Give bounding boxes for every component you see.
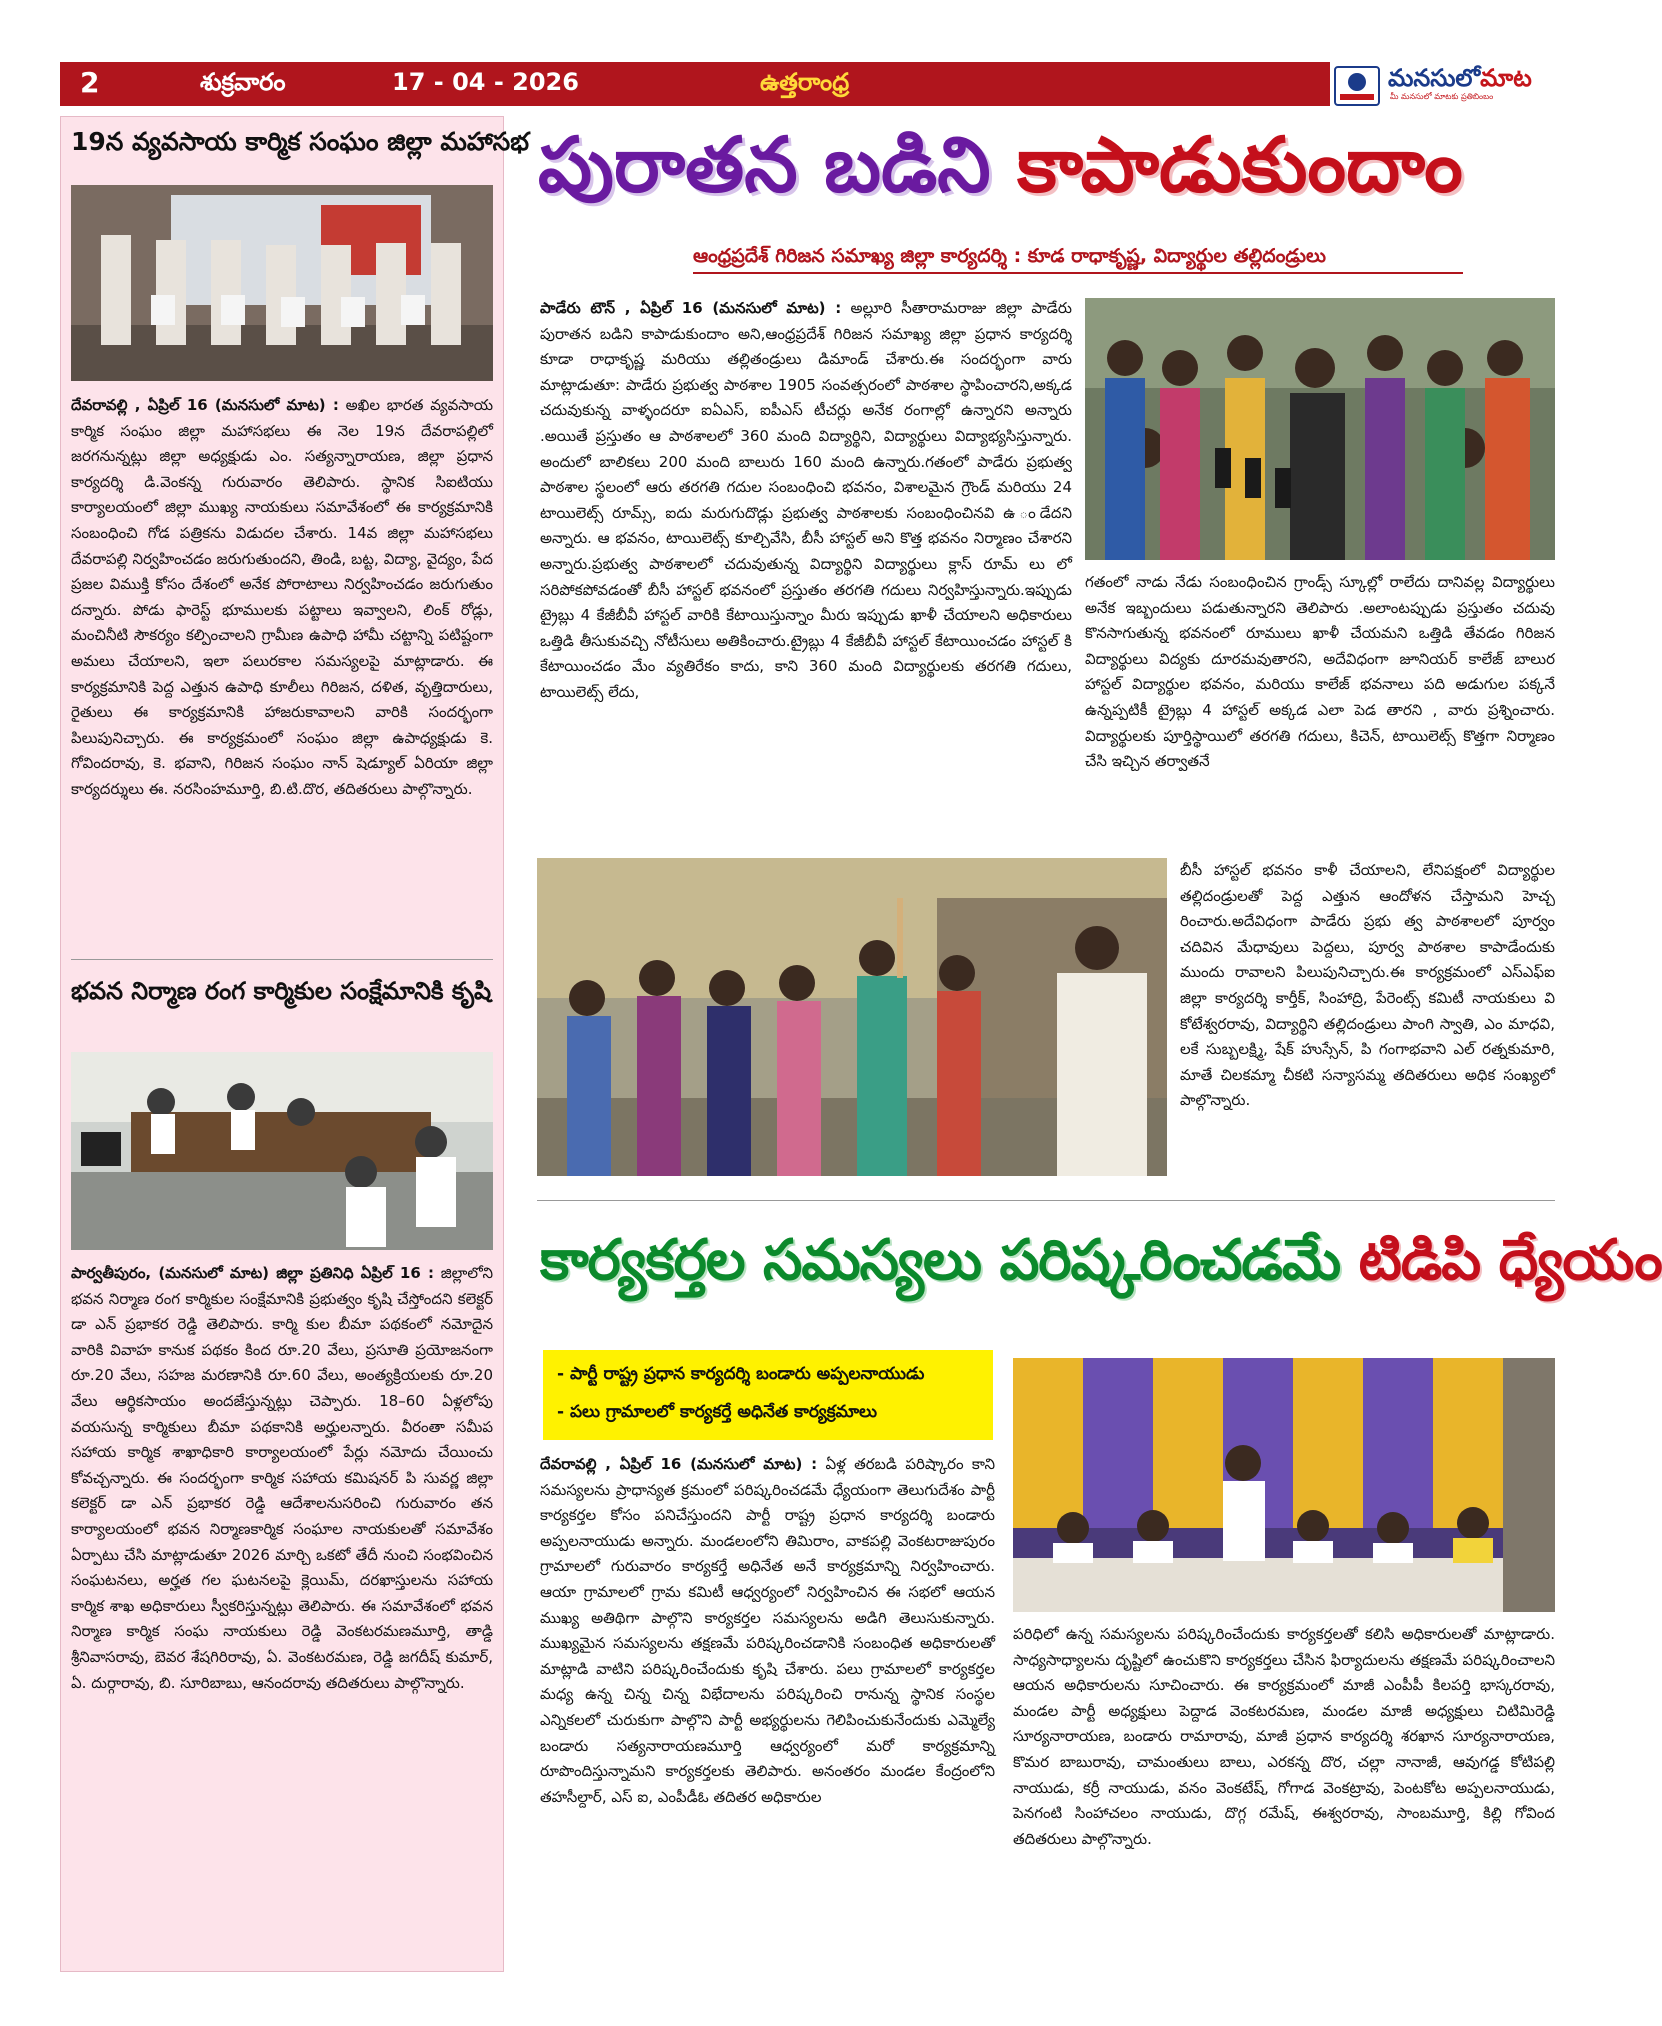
- header-date: 17 - 04 - 2026: [392, 68, 579, 96]
- story1-body-col1: పాడేరు టౌన్ , ఏప్రిల్ 16 (మనసులో మాట) : అల్లూరి సీతారామరాజు జిల్లా పాడేరు పురాతన బడిని కాపాడుకుందాం అని,ఆంధ్రప్రదేశ్ గిరిజన సమాఖ్య జిల్లా ప్రధాన కార్యదర్శి కూడా రాధాకృష్ణ మరియు తల్లితండ్రులు డిమాండ్ చేశారు.ఈ సందర్భంగా వారు మాట్లాడుతూ: పాడేరు ప్రభుత్వ పాఠశాల 1905 సంవత్సరంలో పాఠశాల స్థాపించారని,అక్కడ చదువుకున్న వాళ్ళందరూ ఐఏఎస్, ఐపీఎస్ టీచర్లు అనేక రంగాల్లో ఉన్నారని అన్నారు .అయితే ప్రస్తుతం ఆ పాఠశాలలో 360 మంది విద్యార్థిని, విద్యార్థులు విద్యాభ్యసిస్తున్నారు. అందులో బాలికలు 200 మంది బాలురు 160 మంది ఉన్నారు.గతంలో పాడేరు ప్రభుత్వ పాఠశాల స్థలంలో ఆరు తరగతి గదుల సంబంధించి భవనం, విశాలమైన గ్రౌండ్ మరియు 24 టాయిలెట్స్ రూమ్స్, ఐదు మరుగుదొడ్లు ప్రభుత్వ పాఠశాలకు సంబంధించినవి ఉ ండేదని అన్నారు. ఆ భవనం, టాయిలెట్స్ కూల్చివేసి, బీసీ హాస్టల్ అని కొత్త భవనం నిర్మాణం చేశారని అన్నారు.ప్రభుత్వ పాఠశాలలో చదువుతున్న విద్యార్థిని విద్యార్థులు క్లాస్ రూమ్ లు లో సరిపోకపోవడంతో బీసీ హాస్టల్ భవనంలో ప్రస్తుతం తరగతి గదులు నిర్వహిస్తున్నారు.ఇప్పుడు ట్రైబ్లు 4 కేజీబీవీ హాస్టల్ వారికి కేటాయిస్తున్నాం మీరు ఇప్పుడు ఖాళీ చేయాలని అధికారులు ఒత్తిడి తీసుకువచ్చి నోటీసులు అతికించారు.ట్రైబ్లు 4 కేజీబీవీ హాస్టల్ కేటాయించడం హాస్టల్ కి కేటాయించడం మేం వ్యతిరేకం కాదు, కాని 360 మంది విద్యార్థులకు తరగతి గదులు, టాయిలెట్స్ లేదు,: [540, 299, 1072, 701]
- story1-headline: పురాతన బడిని కాపాడుకుందాం: [538, 120, 1463, 209]
- divider: [71, 959, 493, 960]
- story2-body-col1: దేవరావల్లి , ఏప్రిల్ 16 (మనసులో మాట) : ఏళ్ల తరబడి పరిష్కారం కాని సమస్యలను ప్రాధాన్యత క్రమంలో పరిష్కరించడమే ధ్యేయంగా తెలుగుదేశం పార్టీ కార్యకర్తల కోసం పనిచేస్తుందని పార్టీ రాష్ట్ర ప్రధాన కార్యదర్శి బండారు అప్పలనాయుడు అన్నారు. మండలంలోని తిమిరాం, వాకపల్లి వెంకటరాజుపురం గ్రామాలలో గురువారం కార్యకర్తే అధినేత అనే కార్యక్రమాన్ని నిర్వహించారు. ఆయా గ్రామాలలో గ్రామ కమిటీ ఆధ్వర్యంలో నిర్వహించిన ఈ సభలో ఆయన ముఖ్య అతిథిగా పాల్గొని కార్యకర్తల సమస్యలను అడిగి తెలుసుకున్నారు. ముఖ్యమైన సమస్యలను తక్షణమే పరిష్కరించడానికి సంబంధిత అధికారులతో మాట్లాడి వాటిని పరిష్కరించేందుకు కృషి చేశారు. పలు గ్రామాలలో కార్యకర్తల మధ్య ఉన్న చిన్న చిన్న విభేదాలను పరిష్కరించి రానున్న స్థానిక సంస్థల ఎన్నికలలో చురుకుగా పాల్గొని పార్టీ అభ్యర్థులను గెలిపించుకునేందుకు ఎమ్మెల్యే బండారు సత్యనారాయణమూర్తి ఆధ్వర్యంలో మరో కార్యక్రమాన్ని రూపొందిస్తున్నామని కార్యకర్తలకు తెలిపారు. అనంతరం మండల కేంద్రంలోని తహసీల్దార్, ఎస్ ఐ, ఎంపీడీఓ తదితర అధికారుల: [540, 1455, 996, 1806]
- logo-title: మనసులోమాట: [1388, 64, 1532, 92]
- story2-bullet: - పలు గ్రామాలలో కార్యకర్తే అధినేత కార్యక్రమాలు: [557, 1402, 877, 1422]
- masthead-bar: [60, 62, 1555, 106]
- left-story1-photo: [71, 185, 493, 381]
- left-story1-headline: 19న వ్యవసాయ కార్మిక సంఘం జిల్లా మహాసభ: [71, 127, 529, 156]
- header-day: శుక్రవారం: [200, 68, 286, 96]
- story2-highlight-box: [543, 1350, 993, 1440]
- newspaper-logo: [1330, 62, 1555, 106]
- story1-body-col2a: గతంలో నాడు నేడు సంబంధించిన గ్రాండ్స్ స్కూల్లో రాలేదు దానివల్ల విద్యార్థులు అనేక ఇబ్బందులు పడుతున్నారని తెలిపారు .అలాంటప్పుడు ప్రస్తుతం చదువు కొనసాగుతున్న భవనంలో రూములు ఖాళీ చేయమని ఒత్తిడి తేవడం గిరిజన విద్యార్థులు విద్యకు దూరమవుతారని, అదేవిధంగా జూనియర్ కాలేజ్ బాలుర హాస్టల్ విద్యార్థుల భవనం, మరియు కాలేజ్ భవనాలు పది అడుగుల పక్కనే ఉన్నప్పటికీ ట్రైబ్లు 4 హాస్టల్ అక్కడ ఎలా పెడ తారని , వారు ప్రశ్నించారు. విద్యార్థులకు పూర్తిస్థాయిలో తరగతి గదులు, కిచెన్, టాయిలెట్స్ కొత్తగా నిర్మాణం చేసి ఇచ్చిన తర్వాతనే: [1085, 573, 1555, 771]
- page-number: 2: [80, 66, 100, 99]
- header-edition: ఉత్తరాంధ్ర: [760, 68, 850, 96]
- left-column: [60, 116, 529, 1972]
- story1-subhead: ఆంధ్రప్రదేశ్ గిరిజన సమాఖ్య జిల్లా కార్యదర్శి : కూడ రాధాకృష్ణ, విద్యార్థుల తల్లిదండ్రులు: [693, 245, 1327, 267]
- story1-photo-protest: [1085, 298, 1555, 560]
- story1-body-col2b: బీసీ హాస్టల్ భవనం కాళీ చేయాలని, లేనిపక్షంలో విద్యార్థుల తల్లిదండ్రులతో పెద్ద ఎత్తున ఆందోళన చేస్తామని హెచ్చ రించారు.అదేవిధంగా పాడేరు ప్రభు త్వ పాఠశాలలో పూర్వం చదివిన మేధావులు పెద్దలు, పూర్వ పాఠశాల కాపాడేందుకు ముందు రావాలని పిలుపునిచ్చారు.ఈ కార్యక్రమంలో ఎస్ఎఫ్ఐ జిల్లా కార్యదర్శి కార్తీక్, సింహాద్రి, పేరెంట్స్ కమిటీ నాయకులు వి కోటేశ్వరరావు, విద్యార్థిని తల్లిదండ్రులు పాంగి స్వాతి, ఎం మాధవి, లకే సుబ్బలక్ష్మి, షేక్ హుస్సేన్, పి గంగాభవాని ఎల్ రత్నకుమారి, మాతే చిలకమ్మా చీకటి సన్యాసమ్మ తదితరులు అధిక సంఖ్యలో పాల్గొన్నారు.: [1180, 861, 1555, 1110]
- subhead-underline: [693, 272, 1463, 274]
- story1-photo-building: [537, 858, 1167, 1176]
- story2-body-col2: పరిధిలో ఉన్న సమస్యలను పరిష్కరించేందుకు కార్యకర్తలతో కలిసి అధికారులతో మాట్లాడారు. సాధ్యసాధ్యాలను దృష్టిలో ఉంచుకొని కార్యకర్తలు చేసిన ఫిర్యాదులను తక్షణమే పరిష్కరించాలని ఆయన అధికారులను సూచించారు. ఈ కార్యక్రమంలో మాజీ ఎంపీపీ కిలపర్తి భాస్కరరావు, మండల పార్టీ అధ్యక్షులు పెద్దాడ వెంకటరమణ, మండల మాజీ అధ్యక్షులు చిటిమిరెడ్డి సూర్యనారాయణ, బండారు రామారావు, మాజీ ప్రధాన కార్యదర్శి శరఖాన సూర్యనారాయణ, కొమర బాబురావు, చామంతులు బాలు, ఎరకన్న దొర, చల్లా నానాజీ, ఆవుగడ్డ కోటిపల్లి నాయుడు, కర్రీ నాయుడు, వనం వెంకటేష్, గోగాడ వెంకట్రావు, పెంటకోట అప్పలనాయుడు, పెనగంటి సింహాచలం నాయుడు, దొగ్గ రమేష్, ఈశ్వరరావు, సాంబమూర్తి, కిల్లి గోవింద తదితరులు పాల్గొన్నారు.: [1013, 1625, 1555, 1848]
- left-story2-body: పార్వతీపురం, (మనసులో మాట) జిల్లా ప్రతినిధి ఏప్రిల్ 16 : జిల్లాలోని భవన నిర్మాణ రంగ కార్మికుల సంక్షేమానికి ప్రభుత్వం కృషి చేస్తోందని కలెక్టర్ డా ఎన్ ప్రభాకర రెడ్డి తెలిపారు. కార్మి కుల బీమా పథకంలో నమోదైన వారికి వివాహ కానుక పథకం కింద రూ.20 వేలు, ప్రసూతి ప్రయోజనంగా రూ.20 వేలు, సహజ మరణానికి రూ.60 వేలు, అంత్యక్రియలకు రూ.20 వేలు ఆర్థికసాయం అందజేస్తున్నట్లు చెప్పారు. 18–60 ఏళ్లలోపు వయసున్న కార్మికులు బీమా పథకానికి అర్హులన్నారు. వీరంతా సమీప సహాయ కార్మిక శాఖాధికారి కార్యాలయంలో పేర్లు నమోదు చేయించు కోవచ్చన్నారు. ఈ సందర్భంగా కార్మిక సహాయ కమిషనర్ పి సువర్ణ జిల్లా కలెక్టర్ డా ఎన్ ప్రభాకర రెడ్డి ఆదేశాలనుసరించి గురువారం తన కార్యాలయంలో భవన నిర్మాణకార్మిక సంఘాల నాయకులతో సమావేశం ఏర్పాటు చేసి మాట్లాడుతూ 2026 మార్చి ఒకటో తేదీ నుంచి సంభవించిన సంఘటనలు, అర్హత గల ఘటనలపై క్లెయిమ్, దరఖాస్తులను సహాయ కార్మిక శాఖ అధికారులు స్వీకరిస్తున్నట్లు తెలిపారు. ఈ సమావేశంలో భవన నిర్మాణ కార్మిక సంఘ నాయకులు రెడ్డి వెంకటరమణమూర్తి, తాడ్డి శ్రీనివాసరావు, బెవర శేషగిరిరావు, ఏ. వెంకటరమణ, రెడ్డి జగదీష్ కుమార్, ఏ. దుర్గారావు, బి. సూరిబాబు, ఆనందరావు తదితరులు పాల్గొన్నారు.: [71, 1264, 493, 1692]
- divider: [537, 1200, 1555, 1201]
- logo-tagline: మీ మనసులో మాటకు ప్రతిబింబం: [1390, 92, 1494, 101]
- left-story2-headline: భవన నిర్మాణ రంగ కార్మికుల సంక్షేమానికి కృషి: [71, 977, 492, 1005]
- left-story2-photo: [71, 1052, 493, 1250]
- story2-photo-meeting: [1013, 1358, 1555, 1612]
- left-story1-body: దేవరావల్లి , ఏప్రిల్ 16 (మనసులో మాట) : అఖిల భారత వ్యవసాయ కార్మిక సంఘం జిల్లా మహాసభలు ఈ నెల 19న దేవరాపల్లిలో జరగనున్నట్లు జిల్లా అధ్యక్షుడు ఎం. సత్యన్నారాయణ, జిల్లా ప్రధాన కార్యదర్శి డి.వెంకన్న గురువారం తెలిపారు. స్థానిక సిఐటియు కార్యాలయంలో జిల్లా ముఖ్య నాయకులు సమావేశంలో ఈ కార్యక్రమానికి సంబంధించి గోడ పత్రికను విడుదల చేశారు. 14వ జిల్లా మహాసభలు దేవరాపల్లి నిర్వహించడం జరుగుతుందని, తిండి, బట్ట, విద్యా, వైద్యం, పేద ప్రజల విముక్తి కోసం దేశంలో అనేక పోరాటాలు నిర్వహించడం జరుగుతుం దన్నారు. పోడు ఫారెస్ట్ భూములకు పట్టాలు ఇవ్వాలని, లింక్ రోడ్లు, మంచినీటి సౌకర్యం కల్పించాలని గ్రామీణ ఉపాధి హామీ చట్టాన్ని పటిష్టంగా అమలు చేయాలని, ఇలా పలురకాల సమస్యలపై మాట్లాడారు. ఈ కార్యక్రమానికి పెద్ద ఎత్తున ఉపాధి కూలీలు గిరిజన, దళిత, వృత్తిదారులు, రైతులు ఈ కార్యక్రమానికి హాజరుకావాలని వారికి సందర్భంగా పిలుపునిచ్చారు. ఈ కార్యక్రమంలో సంఘం జిల్లా ఉపాధ్యక్షుడు కె. గోవిందరావు, కె. భవాని, గిరిజన సంఘం నాన్ షెడ్యూల్ ఏరియా జిల్లా కార్యదర్శులు ఈ. నరసింహమూర్తి, బి.టి.దొర, తదితరులు పాల్గొన్నారు.: [71, 396, 493, 798]
- story2-bullet: - పార్టీ రాష్ట్ర ప్రధాన కార్యదర్శి బండారు అప్పలనాయుడు: [557, 1364, 925, 1384]
- logo-mark-icon: [1334, 66, 1380, 106]
- story2-headline: కార్యకర్తల సమస్యలు పరిష్కరించడమే టిడిపి ధ్యేయం: [540, 1228, 1662, 1293]
